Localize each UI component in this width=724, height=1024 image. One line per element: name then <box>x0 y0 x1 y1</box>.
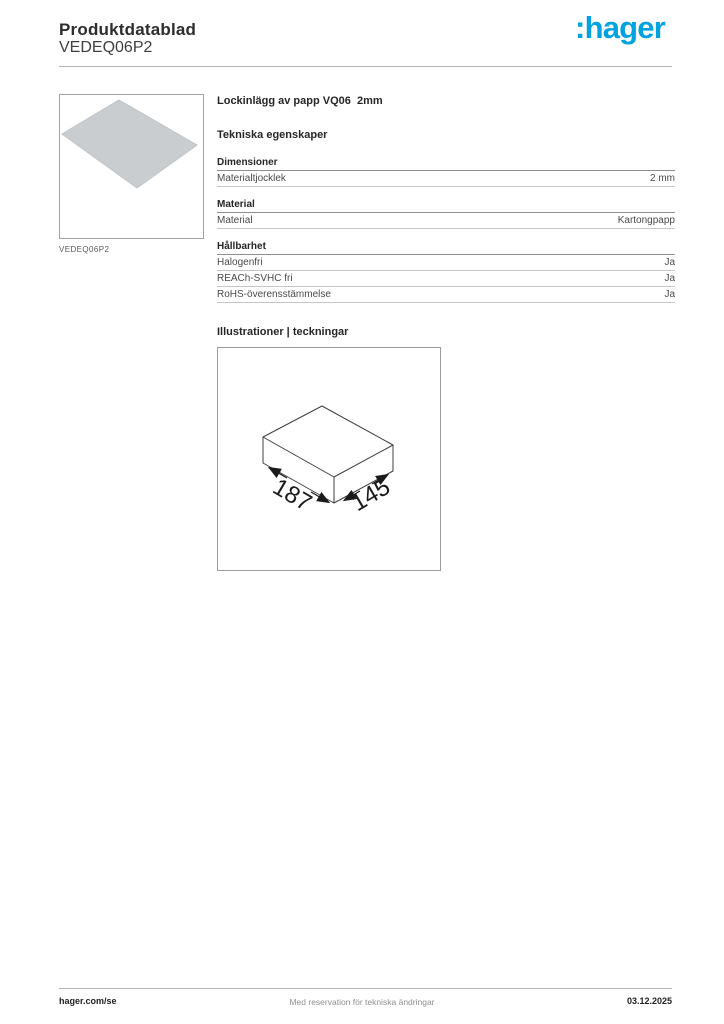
spec-row <box>217 271 675 287</box>
spec-section-heading: Dimensioner <box>217 158 675 171</box>
page-title: Produktdatablad <box>59 20 197 39</box>
product-thumbnail-caption: VEDEQ06P2 <box>59 245 110 254</box>
footer-website: hager.com/se <box>59 996 117 1006</box>
spec-row <box>217 171 675 187</box>
illustration-box <box>217 347 441 571</box>
spec-row-label: Halogenfri <box>217 257 263 268</box>
header-divider <box>59 66 672 67</box>
dimension-width-label: 187 <box>268 473 317 517</box>
footer-date: 03.12.2025 <box>626 996 672 1006</box>
spec-section-dimensions <box>217 158 675 187</box>
illustrations-heading: Illustrationer | teckningar <box>217 326 349 338</box>
dimension-drawing <box>218 348 440 570</box>
spec-row-value: Ja <box>664 257 675 268</box>
hager-logo: :hager <box>575 10 665 45</box>
product-thumbnail-box <box>59 94 204 239</box>
dimension-depth-label: 145 <box>346 473 395 517</box>
spec-row <box>217 213 675 229</box>
spec-content <box>217 96 675 571</box>
product-reference: VEDEQ06P2 <box>59 39 153 56</box>
spec-row-value: Kartongpapp <box>617 215 675 226</box>
spec-row-value: Ja <box>664 273 675 284</box>
footer-divider <box>59 988 672 989</box>
spec-row-label: REACh-SVHC fri <box>217 273 293 284</box>
tech-heading: Tekniska egenskaper <box>217 129 328 141</box>
spec-row <box>217 287 675 303</box>
spec-row-value: Ja <box>664 289 675 300</box>
spec-section-sustainability <box>217 242 675 303</box>
spec-section-heading: Material <box>217 200 675 213</box>
spec-row-label: RoHS-överensstämmelse <box>217 289 331 300</box>
spec-row <box>217 255 675 271</box>
product-title: Lockinlägg av papp VQ06 2mm <box>217 95 383 107</box>
spec-section-material <box>217 200 675 229</box>
spec-row-value: 2 mm <box>650 173 675 184</box>
spec-section-heading: Hållbarhet <box>217 242 675 255</box>
spec-row-label: Material <box>217 215 253 226</box>
spec-row-label: Materialtjocklek <box>217 173 286 184</box>
product-sheet-image <box>60 95 203 238</box>
footer-disclaimer: Med reservation för tekniska ändringar <box>289 997 435 1007</box>
